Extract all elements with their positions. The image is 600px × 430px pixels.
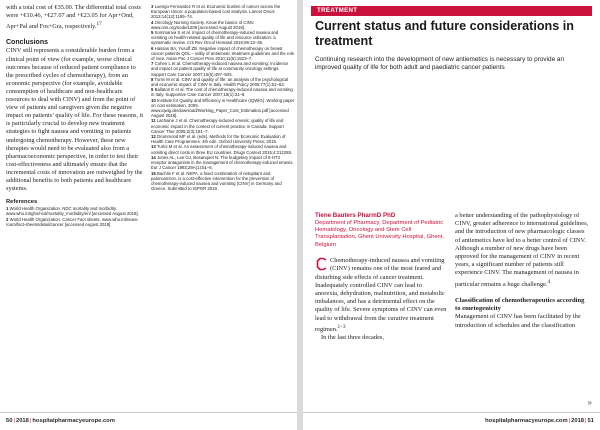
body-reference-sup: 1–3 (337, 323, 346, 330)
article-body-column-2 (455, 212, 591, 289)
reference-item (151, 155, 295, 171)
reference-item (151, 30, 295, 46)
reference-text: World Health Organization. Cancer Fact sheets. www.who.int/news-room/fact-sheets/detail/cancer [accessed August 2018]. (6, 216, 139, 227)
reference-item (151, 118, 295, 134)
reference-text: Cohen L et al. Chemotherapy-induced nausea and vomiting: incidence and impact on patient quality of life at community oncology settings. Support Care Cancer 2007;15(5):497–503. (151, 61, 289, 77)
article-standfirst: Continuing research into the development of new antiemetics is necessary to provide an improved quality of life for both adult and paediatric cancer patients (315, 56, 565, 72)
right-page-number: 51 (587, 418, 594, 424)
references-list-start (6, 206, 144, 227)
subsection-heading: Classification of chemotherapeutics according to emetogenicity (455, 296, 585, 313)
reference-text: Ballatori E et al. The cost of chemotherapy-induced nausea and vomiting in Italy. Supportive Care Cancer 2007;15(1):31–8. (151, 87, 293, 98)
author-name: Tiene Bauters PharmD PhD (315, 212, 396, 219)
reference-item (151, 134, 295, 144)
article-headline: Current status and future considerations in treatment (315, 19, 574, 48)
conclusions-paragraph: CINV still represents a considerable burden from a clinical point of view (for example, worse clinical outcomes because of reduced patient compliance to the prescribed cycles of chemotherapy), from an economic perspective (for example, avoidable consumption of healthcare and non-healthcare resources to deal with CINV) and from the point of view of patients and caregivers given the negative impact on patients’ quality of life. For these reasons, it is particularly crucial to develop new treatment strategies to fight nausea and vomiting in patients undergoing chemotherapy. However, these new therapies would need to be evaluated also from a pharmacoeconomic perspective, in order to test their cost-effectiveness and ultimately ensure that the incremental costs of innovation are outweighed by the additional benefits to both patients and healthcare systems. (6, 47, 144, 193)
reference-item (6, 217, 144, 227)
lead-paragraph: with a total cost of €35.00. The differential total costs were +€10.46, +€27.07 and +€23.05 for Apr+Ond, Apr+Pal and Fos+Gra, respectively.$^{17}$ (6, 4, 141, 31)
reference-number: 9 (151, 87, 154, 93)
reference-text: Institute for Quality and Efficiency in Healthcare (IQWiG). Working paper on cost estimation, 2009. www.iqwig.de/download/Working_Paper_Cost_Estimation.pdf [accessed August 2018]. (151, 97, 295, 119)
reference-text: Turini M et al. An assessment of chemotherapy-induced nausea and vomiting direct costs in three EU countries. Drugs Context 2015;4:212285. (151, 144, 293, 155)
article-body-column-1 (315, 257, 447, 342)
left-column-2-references (151, 4, 295, 396)
reference-number: 6 (151, 45, 154, 51)
right-footer-year: 2018 (571, 418, 585, 424)
reference-number: 10 (151, 97, 156, 103)
reference-item (151, 20, 295, 30)
right-footer: hospitalpharmacyeurope.com|2018|51 (303, 412, 600, 430)
reference-item (151, 46, 295, 62)
reference-text: Oncology Nursing Society. Know the basics of CINV. www.ons.org/node/1209 [accessed August 2018]. (151, 19, 255, 30)
reference-number: 12 (151, 134, 156, 140)
reference-item (151, 144, 295, 154)
reference-item (151, 61, 295, 77)
reference-number: 8 (151, 76, 154, 82)
drop-cap-icon (315, 257, 329, 271)
article-body-column-2b (455, 313, 591, 329)
right-footer-site[interactable]: hospitalpharmacyeurope.com (485, 418, 568, 424)
continue-arrow-icon[interactable]: » (587, 398, 592, 407)
body-paragraph-1: Chemotherapy-induced nausea and vomiting (CINV) remains one of the most feared and disturbing side effects of cancer treatment. Inadequately controlled CINV can lead to anorexia, dehydration, malnutrition, and metabolic imbalances, and has a detrimental effect on the quality of life. Severe symptoms of CINV can even lead to withdrawal from the curative treatment regimen.$^{1-3}$ (315, 257, 447, 333)
author-affiliation: Department of Pharmacy, Department of Pediatric Hematology, Oncology and Stem Cell Transplantation, Ghent University Hospital, Ghent, Belgium (315, 219, 444, 248)
reference-text: Lachaine J et al. Chemotherapy-induced emesis: quality of life and economic impact in the context of current practice in Canada. Support Cancer Ther 2005;2(3):181–7. (151, 118, 284, 134)
left-column-1 (6, 4, 144, 394)
reference-number: 15 (151, 170, 156, 176)
reference-item (151, 171, 295, 192)
reference-text: Drummond MF et al. (eds). Methods for the Economic Evaluation of Health Care Programmes. 4th edn. Oxford University Press; 2015. (151, 134, 286, 145)
conclusions-heading: Conclusions (6, 39, 49, 47)
references-heading: References (6, 199, 38, 206)
reference-item (151, 4, 295, 20)
reference-text: Jones AL, Lee GJ, Bosanquet N. The budgetary impact of 5-HT3 receptor antagonists in the management of chemotherapy-induced emesis. Eur J Cancer 1993;29A(1):51–6. (151, 154, 294, 171)
reference-item (151, 87, 295, 97)
reference-number: 1 (6, 206, 9, 212)
reference-text: Bachlis F et al. NEPA, a fixed combination of netupitant and palonosetron, is a cost-effective intervention for the prevention of chemotherapy-induced nausea and vomiting (CINV) in Germany and Greece. Submitted to ISPOR 2018. (151, 170, 282, 192)
references-list-continued (151, 4, 295, 191)
reference-text: Sommariva S et al. Impact of chemotherapy-induced nausea and vomiting on health-related quality of life and resource utilization: a systematic review. Crit Rev Oncol Hematol 2016;99:13–36. (151, 30, 279, 46)
lead-reference-sup: 17 (96, 21, 102, 28)
section-label: TREATMENT (317, 7, 358, 14)
body-paragraph-4: Management of CINV has been facilitated by the introduction of schedules and the classification (455, 313, 581, 329)
reference-item (151, 77, 295, 87)
reference-item (6, 206, 144, 216)
reference-number: 3 (151, 4, 154, 9)
left-page (0, 0, 297, 430)
reference-text: Turini M et al. CINV and quality of life: an analysis of the psychological and economic impact of CINV in Italy. Health Policy 2006;77(1):51–63. (151, 76, 289, 88)
right-column-2 (455, 212, 591, 412)
left-footer-year: 2018 (15, 418, 29, 424)
reference-number: 14 (151, 154, 156, 160)
reference-number: 5 (151, 30, 154, 36)
reference-number: 7 (151, 61, 154, 67)
body-reference-sup-2: 4 (547, 278, 551, 285)
left-footer-site[interactable]: hospitalpharmacyeurope.com (32, 418, 115, 424)
left-footer: 50|2018|hospitalpharmacyeurope.com (0, 412, 297, 430)
body-paragraph-2: In the last three decades, (321, 334, 384, 342)
reference-item (151, 98, 295, 119)
reference-number: 2 (6, 216, 9, 222)
right-column-1 (315, 212, 447, 412)
reference-number: 4 (151, 19, 154, 25)
reference-text: Luengo-Fernandez R et al. Economic burden of cancer across the European Union: a population-based cost analysis. Lancet Oncol 2013;14(12):1165–74. (151, 4, 281, 20)
left-page-number: 50 (6, 418, 13, 424)
right-page (303, 0, 600, 430)
body-paragraph-3: a better understanding of the pathophysiology of CINV, greater adherence to international guidelines, and the introduction of new pharmacologic classes of antiemetics have led to a better control of CINV. Although a number of new drugs have been approved for the management of CINV in recent years, a significant number of patients still experience CINV. The management of nausea in particular remains a huge challenge.$^4$ (455, 212, 589, 288)
reference-text: Hassan BA, Yusoff ZB. Negative impact of chemotherapy on breast cancer patients QOL – utility of antiemetic treatment guidelines and the role of race. Asian Pac J Cancer Prev 2010;11(6):1523–7. (151, 45, 295, 62)
reference-text: World Health Organization. NDC mortality and morbidity. www.who.int/gho/ncd/mortality_morbidity/en/ [accessed August 2018]. (6, 206, 139, 217)
reference-number: 11 (151, 118, 156, 124)
reference-number: 13 (151, 144, 156, 150)
